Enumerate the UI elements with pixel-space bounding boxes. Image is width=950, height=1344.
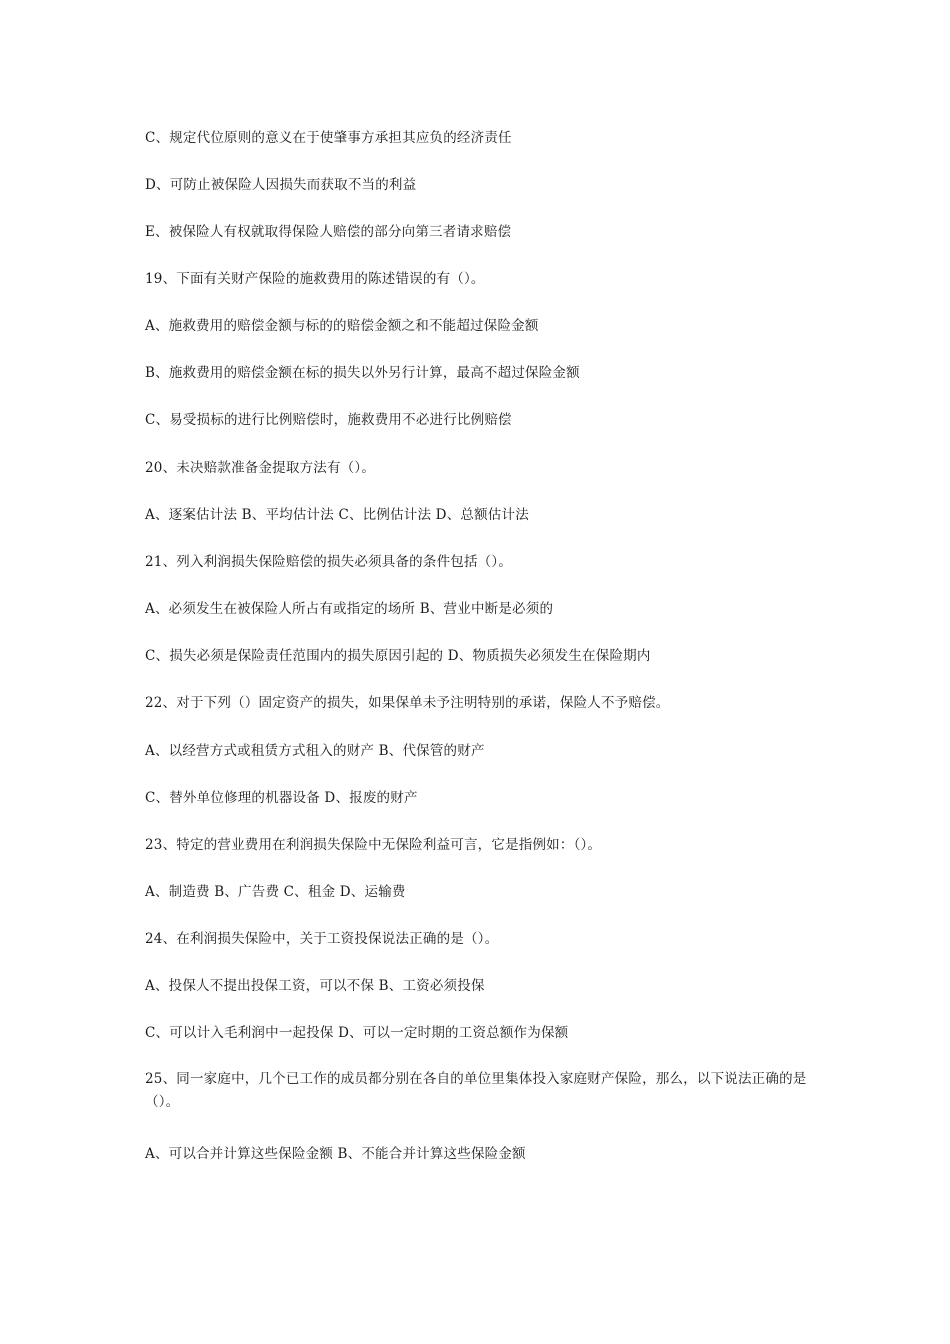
question-23: 23、特定的营业费用在利润损失保险中无保险利益可言，它是指例如：（）。 bbox=[145, 837, 602, 853]
question-20: 20、未决赔款准备金提取方法有（）。 bbox=[145, 460, 376, 476]
q19-option-c: C、易受损标的进行比例赔偿时，施救费用不必进行比例赔偿 bbox=[145, 412, 512, 428]
question-22: 22、对于下列（）固定资产的损失，如果保单未予注明特别的承诺，保险人不予赔偿。 bbox=[145, 695, 670, 711]
option-d-line: D、可防止被保险人因损失而获取不当的利益 bbox=[145, 177, 417, 193]
q22-options-ab: A、以经营方式或租赁方式租入的财产 B、代保管的财产 bbox=[145, 743, 485, 759]
q24-options-cd: C、可以计入毛利润中一起投保 D、可以一定时期的工资总额作为保额 bbox=[145, 1025, 569, 1041]
option-e-line: E、被保险人有权就取得保险人赔偿的部分向第三者请求赔偿 bbox=[145, 224, 512, 240]
q24-options-ab: A、投保人不提出投保工资，可以不保 B、工资必须投保 bbox=[145, 978, 485, 994]
option-c-line: C、规定代位原则的意义在于使肇事方承担其应负的经济责任 bbox=[145, 130, 512, 146]
q23-options: A、制造费 B、广告费 C、租金 D、运输费 bbox=[145, 884, 406, 900]
question-21: 21、列入利润损失保险赔偿的损失必须具备的条件包括（）。 bbox=[145, 554, 513, 570]
q25-options: A、可以合并计算这些保险金额 B、不能合并计算这些保险金额 bbox=[145, 1146, 526, 1162]
q21-options-ab: A、必须发生在被保险人所占有或指定的场所 B、营业中断是必须的 bbox=[145, 601, 554, 617]
q21-options-cd: C、损失必须是保险责任范围内的损失原因引起的 D、物质损失必须发生在保险期内 bbox=[145, 648, 651, 664]
q22-options-cd: C、替外单位修理的机器设备 D、报废的财产 bbox=[145, 790, 418, 806]
q19-option-b: B、施救费用的赔偿金额在标的损失以外另行计算，最高不超过保险金额 bbox=[145, 365, 580, 381]
question-19: 19、下面有关财产保险的施救费用的陈述错误的有（）。 bbox=[145, 271, 485, 287]
question-25: 25、同一家庭中，几个已工作的成员都分别在各自的单位里集体投入家庭财产保险，那么，以下说法正确的是（）。 bbox=[145, 1071, 807, 1110]
q20-options: A、逐案估计法 B、平均估计法 C、比例估计法 D、总额估计法 bbox=[145, 507, 529, 523]
question-24: 24、在利润损失保险中，关于工资投保说法正确的是（）。 bbox=[145, 931, 499, 947]
q19-option-a: A、施救费用的赔偿金额与标的的赔偿金额之和不能超过保险金额 bbox=[145, 318, 539, 334]
